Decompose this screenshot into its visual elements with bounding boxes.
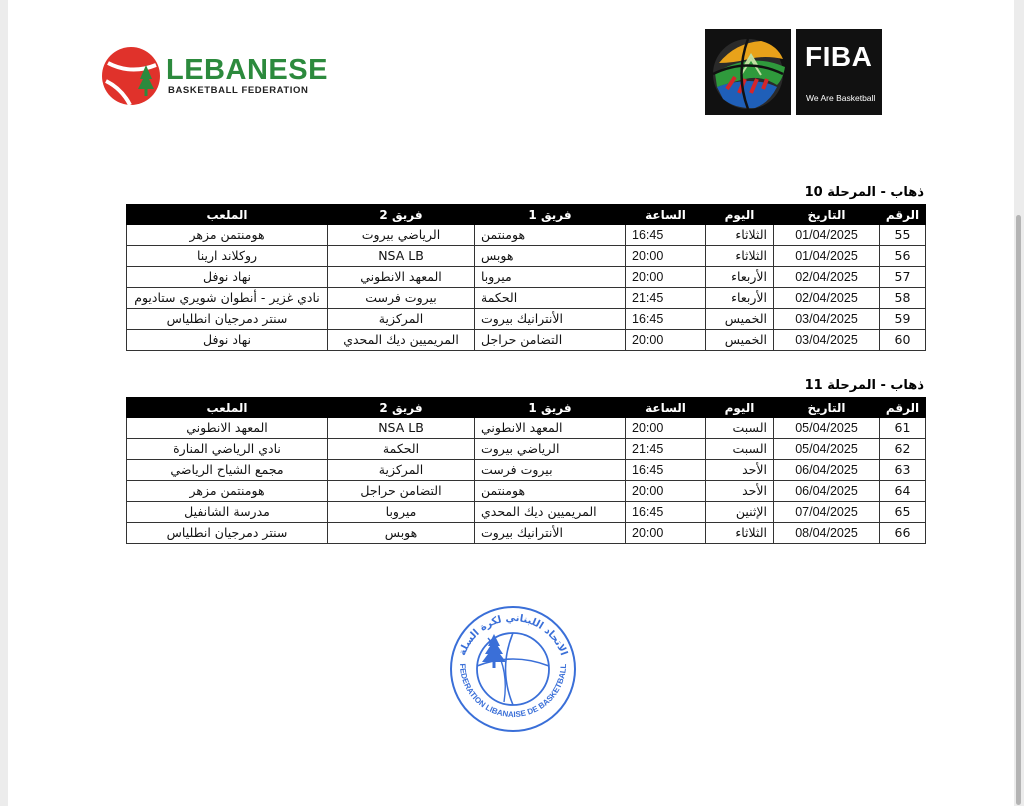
cell-num: 62 xyxy=(880,439,926,460)
cell-num: 57 xyxy=(880,267,926,288)
page-edge-left xyxy=(0,0,8,806)
cell-day: الخميس xyxy=(706,330,774,351)
cell-team1: الأنترانيك بيروت xyxy=(475,523,626,544)
cell-venue: هومنتمن مزهر xyxy=(127,225,328,246)
stamp-bottom-text: FEDERATION LIBANAISE DE BASKETBALL xyxy=(457,663,569,720)
cell-team1: هومنتمن xyxy=(475,225,626,246)
lbf-subtitle: BASKETBALL FEDERATION xyxy=(168,85,309,96)
cell-date: 05/04/2025 xyxy=(774,439,880,460)
cell-date: 01/04/2025 xyxy=(774,246,880,267)
col-header-date: التاريخ xyxy=(774,398,880,418)
cell-time: 21:45 xyxy=(626,288,706,309)
cell-venue: روكلاند ارينا xyxy=(127,246,328,267)
cell-time: 20:00 xyxy=(626,267,706,288)
scrollbar-thumb[interactable] xyxy=(1016,215,1021,805)
cell-team1: الحكمة xyxy=(475,288,626,309)
cell-team2: ميروبا xyxy=(328,502,475,523)
cell-team2: NSA LB xyxy=(328,418,475,439)
table-row xyxy=(127,418,926,439)
table-row xyxy=(127,225,926,246)
col-header-team2: فريق 2 xyxy=(328,398,475,418)
cell-num: 64 xyxy=(880,481,926,502)
fiba-word: FIBA xyxy=(805,41,873,72)
cell-team1: هوبس xyxy=(475,246,626,267)
cell-venue: مجمع الشياح الرياضي xyxy=(127,460,328,481)
col-header-venue: الملعب xyxy=(127,205,328,225)
cell-team1: المريميين ديك المحدي xyxy=(475,502,626,523)
table-row xyxy=(127,330,926,351)
table-row xyxy=(127,439,926,460)
cell-num: 55 xyxy=(880,225,926,246)
fiba-wordmark xyxy=(796,29,882,115)
round-10-table xyxy=(126,204,926,351)
table-row xyxy=(127,288,926,309)
fiba-basketball-icon xyxy=(705,29,791,115)
cell-day: الثلاثاء xyxy=(706,246,774,267)
col-header-date: التاريخ xyxy=(774,205,880,225)
cell-team2: الحكمة xyxy=(328,439,475,460)
cell-num: 59 xyxy=(880,309,926,330)
cell-day: الأحد xyxy=(706,460,774,481)
cell-team1: الأنترانيك بيروت xyxy=(475,309,626,330)
round-10-title: ذهاب - المرحلة 10 xyxy=(804,185,924,200)
col-header-time: الساعة xyxy=(626,205,706,225)
cell-team2: هوبس xyxy=(328,523,475,544)
cell-day: الخميس xyxy=(706,309,774,330)
cell-team2: المركزية xyxy=(328,309,475,330)
cell-date: 02/04/2025 xyxy=(774,267,880,288)
cell-date: 07/04/2025 xyxy=(774,502,880,523)
cell-time: 21:45 xyxy=(626,439,706,460)
cell-time: 16:45 xyxy=(626,502,706,523)
cell-time: 20:00 xyxy=(626,418,706,439)
col-header-day: اليوم xyxy=(706,205,774,225)
cell-time: 20:00 xyxy=(626,330,706,351)
col-header-team2: فريق 2 xyxy=(328,205,475,225)
cell-date: 05/04/2025 xyxy=(774,418,880,439)
lbf-title: LEBANESE xyxy=(166,54,328,86)
cell-team1: المعهد الانطوني xyxy=(475,418,626,439)
table-row xyxy=(127,523,926,544)
fiba-tagline: We Are Basketball xyxy=(806,93,876,103)
table-row xyxy=(127,502,926,523)
table-header-row xyxy=(127,398,926,418)
cell-day: الأحد xyxy=(706,481,774,502)
cell-time: 16:45 xyxy=(626,309,706,330)
cell-date: 03/04/2025 xyxy=(774,330,880,351)
cell-day: السبت xyxy=(706,439,774,460)
federation-stamp xyxy=(448,604,578,734)
cell-num: 56 xyxy=(880,246,926,267)
cell-team2: المركزية xyxy=(328,460,475,481)
cell-venue: نهاد نوفل xyxy=(127,330,328,351)
cell-venue: المعهد الانطوني xyxy=(127,418,328,439)
cell-venue: نهاد نوفل xyxy=(127,267,328,288)
cell-team2: بيروت فرست xyxy=(328,288,475,309)
cell-num: 61 xyxy=(880,418,926,439)
cell-team1: الرياضي بيروت xyxy=(475,439,626,460)
col-header-venue: الملعب xyxy=(127,398,328,418)
cell-date: 06/04/2025 xyxy=(774,460,880,481)
cell-day: الإثنين xyxy=(706,502,774,523)
cell-team2: NSA LB xyxy=(328,246,475,267)
cell-team1: التضامن حراجل xyxy=(475,330,626,351)
cell-venue: هومنتمن مزهر xyxy=(127,481,328,502)
col-header-num: الرقم xyxy=(880,205,926,225)
cell-team2: التضامن حراجل xyxy=(328,481,475,502)
table-row xyxy=(127,309,926,330)
cell-day: الثلاثاء xyxy=(706,523,774,544)
round-11-table xyxy=(126,397,926,544)
cell-time: 16:45 xyxy=(626,225,706,246)
cell-venue: نادي غزير - أنطوان شويري ستاديوم xyxy=(127,288,328,309)
cell-time: 20:00 xyxy=(626,523,706,544)
cell-venue: سنتر دمرجيان انطلياس xyxy=(127,523,328,544)
cell-num: 63 xyxy=(880,460,926,481)
cell-num: 66 xyxy=(880,523,926,544)
cell-venue: نادي الرياضي المنارة xyxy=(127,439,328,460)
cell-team1: ميروبا xyxy=(475,267,626,288)
cell-team2: الرياضي بيروت xyxy=(328,225,475,246)
cell-num: 65 xyxy=(880,502,926,523)
table-row xyxy=(127,460,926,481)
cell-date: 08/04/2025 xyxy=(774,523,880,544)
cell-team1: بيروت فرست xyxy=(475,460,626,481)
cell-day: الأربعاء xyxy=(706,267,774,288)
cell-num: 60 xyxy=(880,330,926,351)
col-header-num: الرقم xyxy=(880,398,926,418)
cell-time: 16:45 xyxy=(626,460,706,481)
svg-text:FEDERATION LIBANAISE DE BASKET xyxy=(458,663,568,719)
cell-time: 20:00 xyxy=(626,481,706,502)
cell-day: الأربعاء xyxy=(706,288,774,309)
col-header-day: اليوم xyxy=(706,398,774,418)
stamp-top-text: الاتحاد اللبناني لكرة السلة xyxy=(457,612,570,658)
table-row xyxy=(127,481,926,502)
round-11-title: ذهاب - المرحلة 11 xyxy=(804,378,924,393)
col-header-team1: فريق 1 xyxy=(475,398,626,418)
cell-date: 02/04/2025 xyxy=(774,288,880,309)
col-header-team1: فريق 1 xyxy=(475,205,626,225)
cell-team2: المعهد الانطوني xyxy=(328,267,475,288)
table-row xyxy=(127,246,926,267)
cell-date: 03/04/2025 xyxy=(774,309,880,330)
cell-day: الثلاثاء xyxy=(706,225,774,246)
cell-team2: المريميين ديك المحدي xyxy=(328,330,475,351)
lbf-ball-icon xyxy=(100,45,162,107)
cell-day: السبت xyxy=(706,418,774,439)
fiba-ball-logo xyxy=(705,29,791,115)
cell-time: 20:00 xyxy=(626,246,706,267)
cell-date: 01/04/2025 xyxy=(774,225,880,246)
cell-venue: مدرسة الشانفيل xyxy=(127,502,328,523)
cell-team1: هومنتمن xyxy=(475,481,626,502)
cell-num: 58 xyxy=(880,288,926,309)
col-header-time: الساعة xyxy=(626,398,706,418)
table-row xyxy=(127,267,926,288)
page-edge-right xyxy=(1014,0,1024,806)
cell-venue: سنتر دمرجيان انطلياس xyxy=(127,309,328,330)
lbf-logo xyxy=(100,44,330,108)
cell-date: 06/04/2025 xyxy=(774,481,880,502)
table-header-row xyxy=(127,205,926,225)
